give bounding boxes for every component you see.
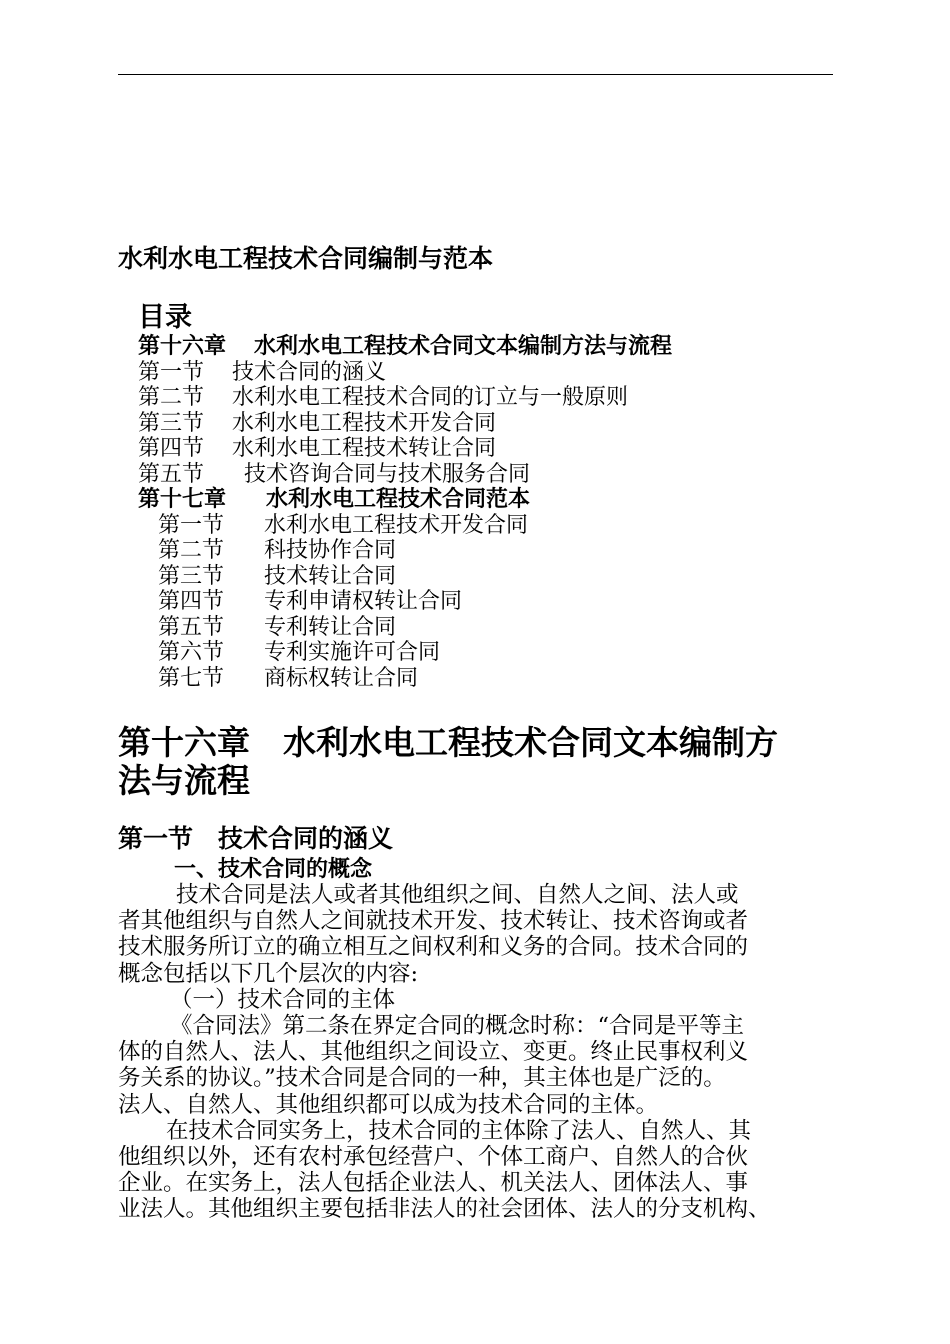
toc-chapter-label: 第十七章 <box>138 487 227 512</box>
toc-section-number: 第二节 <box>138 385 205 410</box>
toc-chapter-16[interactable] <box>138 334 838 360</box>
body-line: 他组织以外，还有农村承包经营户、个体工商户、自然人的合伙 <box>118 1144 749 1171</box>
toc-section-title: 技术转让合同 <box>264 563 397 589</box>
toc-item[interactable] <box>138 513 838 539</box>
toc-section-title: 科技协作合同 <box>264 538 397 563</box>
toc-item[interactable] <box>138 640 838 666</box>
subsection-heading: 一、技术合同的概念 <box>174 857 373 882</box>
toc-section-title: 专利转让合同 <box>264 614 397 640</box>
toc-item[interactable] <box>138 462 838 488</box>
body-line: （一）技术合同的主体 <box>170 986 396 1013</box>
toc-item[interactable] <box>138 385 838 411</box>
toc-section-number: 第一节 <box>138 359 205 385</box>
toc-section-title: 商标权转让合同 <box>264 665 419 691</box>
toc-item[interactable] <box>138 589 838 615</box>
toc-section-number: 第四节 <box>138 436 205 461</box>
toc-section-number: 第六节 <box>158 640 225 665</box>
toc-section-number: 第七节 <box>158 665 225 691</box>
toc-section-title: 专利实施许可合同 <box>264 640 441 665</box>
body-line: 者其他组织与自然人之间就技术开发、技术转让、技术咨询或者 <box>118 908 749 935</box>
toc-item[interactable] <box>138 564 838 590</box>
toc-section-title: 专利申请权转让合同 <box>264 589 463 614</box>
body-text <box>118 882 848 1223</box>
body-line: 务关系的协议。”技术合同是合同的一种，其主体也是广泛的。 <box>118 1065 726 1092</box>
section-heading: 第一节 技术合同的涵义 <box>118 824 394 853</box>
toc-chapter-label: 第十六章 <box>138 334 227 359</box>
header-rule <box>118 74 833 75</box>
body-line: 在技术合同实务上，技术合同的主体除了法人、自然人、其 <box>166 1117 752 1144</box>
chapter-heading-line: 法与流程 <box>118 761 250 800</box>
body-line: 企业。在实务上，法人包括企业法人、机关法人、团体法人、事 <box>118 1170 749 1197</box>
toc-heading: 目录 <box>138 302 192 333</box>
toc-section-number: 第三节 <box>138 410 205 436</box>
toc-section-number: 第五节 <box>158 614 225 640</box>
document-title: 水利水电工程技术合同编制与范本 <box>118 244 494 273</box>
body-line: 法人、自然人、其他组织都可以成为技术合同的主体。 <box>118 1091 659 1118</box>
toc-section-number: 第四节 <box>158 589 225 614</box>
toc-section-number: 第三节 <box>158 563 225 589</box>
body-line: 概念包括以下几个层次的内容: <box>118 960 419 987</box>
toc-item[interactable] <box>138 615 838 641</box>
toc-item[interactable] <box>138 666 838 692</box>
body-line: 技术服务所订立的确立相互之间权利和义务的合同。技术合同的 <box>118 934 749 961</box>
toc-section-title: 水利水电工程技术合同的订立与一般原则 <box>232 385 629 410</box>
toc-section-number: 第一节 <box>158 512 225 538</box>
body-line: 技术合同是法人或者其他组织之间、自然人之间、法人或 <box>176 882 739 908</box>
toc-item[interactable] <box>138 538 838 564</box>
toc-section-title: 技术咨询合同与技术服务合同 <box>244 461 531 487</box>
body-line: 体的自然人、法人、其他组织之间设立、变更。终止民事权利义 <box>118 1039 749 1066</box>
body-line: 《合同法》第二条在界定合同的概念时称：“合同是平等主 <box>170 1013 745 1040</box>
toc-chapter-17[interactable] <box>138 487 838 513</box>
toc-section-title: 水利水电工程技术转让合同 <box>232 436 497 461</box>
toc-section-number: 第二节 <box>158 538 225 563</box>
body-line: 业法人。其他组织主要包括非法人的社会团体、法人的分支机构、 <box>118 1196 771 1223</box>
toc-section-title: 水利水电工程技术开发合同 <box>264 512 529 538</box>
toc-section-number: 第五节 <box>138 461 205 487</box>
toc-section-title: 技术合同的涵义 <box>232 359 387 385</box>
table-of-contents <box>138 302 838 691</box>
toc-item[interactable] <box>138 436 838 462</box>
toc-item[interactable] <box>138 360 838 386</box>
toc-chapter-title: 水利水电工程技术合同文本编制方法与流程 <box>254 334 673 359</box>
toc-chapter-title: 水利水电工程技术合同范本 <box>266 487 531 512</box>
toc-item[interactable] <box>138 411 838 437</box>
toc-section-title: 水利水电工程技术开发合同 <box>232 410 497 436</box>
chapter-heading-line: 第十六章 水利水电工程技术合同文本编制方 <box>118 723 778 762</box>
chapter-heading <box>118 724 838 800</box>
